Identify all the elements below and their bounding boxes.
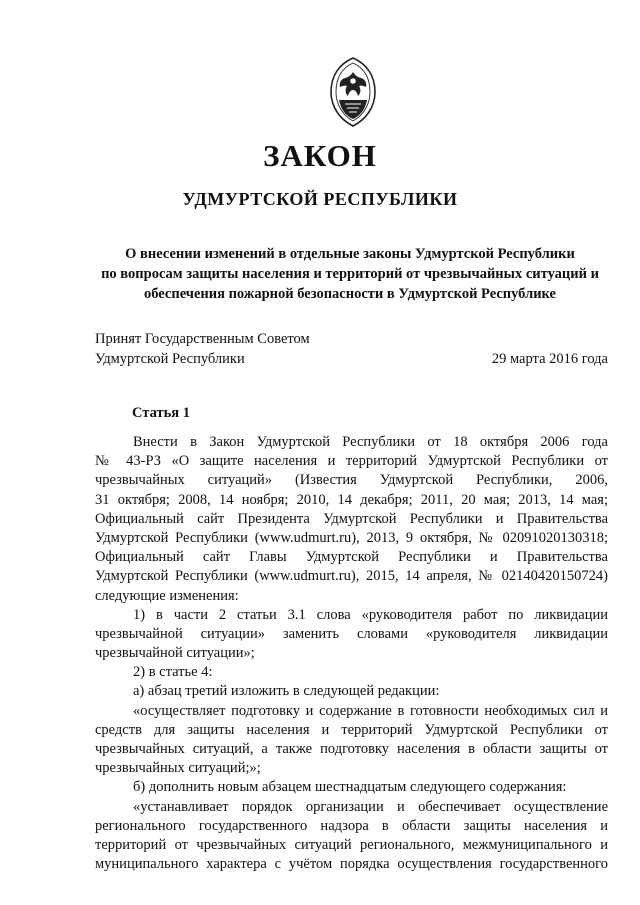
body-line: «устанавливает порядок организации и обеспечивает осуществление (133, 798, 608, 815)
body-line: № 43-РЗ «О защите населения и территорий Удмуртской Республики от (95, 453, 608, 470)
coat-of-arms-emblem (327, 56, 379, 128)
body-line: 1) в части 2 статьи 3.1 слова «руководителя работ по ликвидации (133, 606, 608, 623)
body-line: б) дополнить новым абзацем шестнадцатым следующего содержания: (133, 779, 567, 796)
body-line: Официальный сайт Президента Удмуртской Республики и Правительства (95, 510, 608, 527)
law-title: ЗАКОН (263, 138, 377, 173)
adopted-line: Удмуртской Республики (95, 351, 245, 367)
adopted-by-block (95, 329, 310, 369)
law-heading (90, 244, 610, 304)
body-line: чрезвычайных ситуаций;»; (95, 760, 261, 777)
body-line: следующие изменения: (95, 587, 239, 604)
republic-subtitle: УДМУРТСКОЙ РЕСПУБЛИКИ (182, 189, 458, 209)
body-line: чрезвычайной ситуации»; (95, 645, 255, 662)
article-title: Статья 1 (132, 405, 190, 421)
body-line: регионального государственного надзора в области защиты населения и (95, 817, 608, 834)
body-line: муниципального характера с учётом порядка осуществления государственного (95, 856, 608, 873)
body-line: средств для защиты населения и территорий Удмуртской Республики от (95, 721, 608, 738)
body-line: Удмуртской Республики (www.udmurt.ru), 2013, 9 октября, № 02091020130318; (95, 529, 608, 546)
emblem-icon (327, 56, 379, 128)
heading-line: обеспечения пожарной безопасности в Удмуртской Республике (143, 286, 556, 302)
heading-line: по вопросам защиты населения и территорий от чрезвычайных ситуаций и (101, 266, 599, 282)
heading-line: О внесении изменений в отдельные законы Удмуртской Республики (125, 246, 575, 262)
body-line: 31 октября; 2008, 14 ноября; 2010, 14 декабря; 2011, 20 мая; 2013, 14 мая; (95, 491, 608, 508)
body-line: а) абзац третий изложить в следующей редакции: (133, 683, 440, 700)
body-line: территорий от чрезвычайных ситуаций регионального, межмуниципального и (95, 836, 608, 853)
body-line: 2) в статье 4: (133, 664, 213, 681)
body-line: чрезвычайных ситуаций» (Известия Удмуртской Республики, 2006, (95, 472, 608, 489)
adopted-line: Принят Государственным Советом (95, 331, 310, 347)
article-body (95, 433, 608, 874)
body-line: «осуществляет подготовку и содержание в готовности необходимых сил и (133, 702, 608, 719)
adoption-date: 29 марта 2016 года (491, 351, 608, 367)
body-line: Удмуртской Республики (www.udmurt.ru), 2015, 14 апреля, № 02140420150724) (95, 568, 608, 585)
body-line: Официальный сайт Главы Удмуртской Республики и Правительства (95, 549, 608, 566)
body-line: чрезвычайных ситуаций, а также подготовку населения в области защиты от (95, 741, 608, 757)
body-line: чрезвычайной ситуации» заменить словами «руководителя ликвидации (95, 625, 608, 642)
body-line: Внести в Закон Удмуртской Республики от 18 октября 2006 года (133, 434, 608, 450)
